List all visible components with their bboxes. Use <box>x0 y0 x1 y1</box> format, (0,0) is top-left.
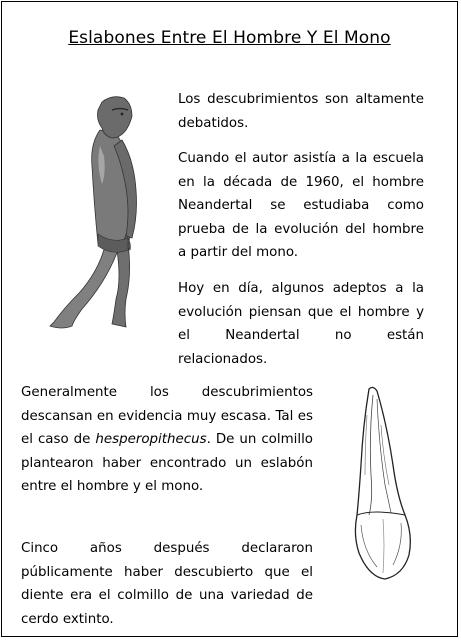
paragraph-neandertal-school: Cuando el autor asistía a la escuela en la década de 1960, el hombre Neandertal se estudiaba como prueba de la evolución del hombre a partir del mono. <box>178 151 424 260</box>
neanderthal-figure <box>42 94 162 332</box>
paragraph-hesperopithecus <box>21 381 313 499</box>
worksheet-page <box>1 1 458 637</box>
paragraph-hesperopithecus-end: . De un colmillo plantearon haber encontrado un eslabón entre el hombre y el mono. <box>21 432 313 494</box>
paragraph-debated: Los descubrimientos son altamente debatidos. <box>178 92 424 131</box>
paragraph-not-related: Hoy en día, algunos adeptos a la evolución piensan que el hombre y el Neandertal no están relacionados. <box>178 281 424 367</box>
species-name: hesperopithecus <box>95 432 207 447</box>
canine-tooth-drawing <box>333 385 423 583</box>
paragraph-hesperopithecus-start: Generalmente los descubrimientos descansan en evidencia muy escasa. Tal es el caso de <box>21 385 313 447</box>
paragraph-pig-tooth: Cinco años después declararon públicamente haber descubierto que el diente era el colmillo de una variedad de cerdo extinto. <box>21 541 313 627</box>
page-title: Eslabones Entre El Hombre Y El Mono <box>68 28 391 48</box>
